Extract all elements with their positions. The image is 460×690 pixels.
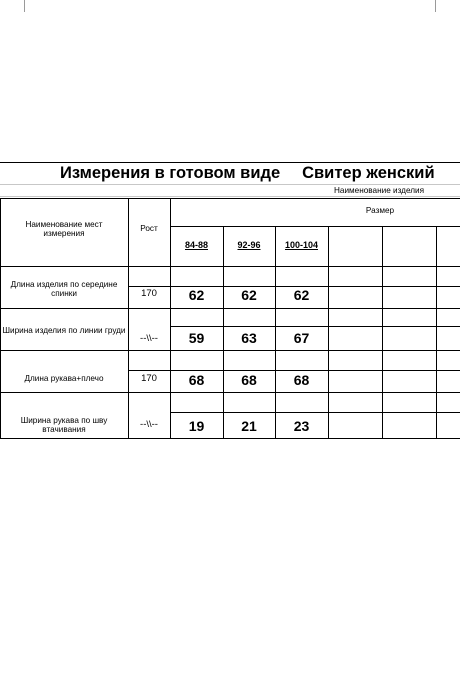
row-value: 67 (293, 330, 310, 346)
title-row-line (0, 184, 460, 185)
title-product: Свитер женский (302, 164, 435, 182)
row-value: 62 (188, 287, 205, 303)
table-left-line (0, 198, 1, 438)
row-height: --\\-- (140, 419, 158, 430)
measurements-sheet (0, 162, 460, 440)
row-value: 68 (241, 372, 257, 388)
name-column-line (128, 198, 129, 438)
size-header-line (170, 226, 460, 227)
table-top-line (0, 198, 460, 199)
row-name: Ширина рукава по шву втачивания (20, 416, 108, 435)
row-name: Ширина изделия по линии груди (2, 326, 126, 335)
header-bottom-line (0, 266, 460, 267)
top-border (0, 162, 460, 163)
row-name: Длина рукава+плечо (24, 374, 104, 383)
row3-bottom-line (0, 392, 460, 393)
row-value: 59 (188, 330, 205, 346)
document-title (60, 164, 435, 183)
product-name-label: Наименование изделия (333, 186, 425, 195)
size-100-104: 100-104 (284, 240, 319, 250)
header-height: Рост (140, 224, 158, 233)
row1-bottom-line (0, 308, 460, 309)
row4-split-line (170, 412, 460, 413)
row-value: 68 (293, 372, 310, 388)
size5-column-line (436, 226, 437, 438)
row-value: 19 (188, 418, 205, 434)
scan-corner-mark-left (0, 0, 25, 12)
row-value: 68 (188, 372, 205, 388)
table-bottom-line (0, 438, 460, 439)
size3-column-line (328, 226, 329, 438)
label-row-line (0, 196, 460, 197)
row-name: Длина изделия по середине спинки (10, 280, 118, 299)
row-value: 62 (241, 287, 257, 303)
row2-bottom-line (0, 350, 460, 351)
row-value: 23 (293, 418, 310, 434)
row2-split-line (170, 326, 460, 327)
row-height: 170 (141, 373, 157, 384)
header-size: Размер (365, 206, 395, 215)
row-height: --\\-- (140, 333, 158, 344)
size-84-88: 84-88 (184, 240, 209, 250)
size-92-96: 92-96 (237, 240, 261, 250)
row-value: 21 (241, 418, 257, 434)
header-measure-place: Наименование мест измерения (25, 220, 103, 239)
height-column-line (170, 198, 171, 438)
row3-split-line (128, 370, 460, 371)
row-value: 63 (241, 330, 257, 346)
title-measurements: Измерения в готовом виде (60, 164, 281, 182)
scan-corner-mark-right (435, 0, 460, 12)
row-height: 170 (141, 288, 157, 299)
row-value: 62 (293, 287, 310, 303)
size4-column-line (382, 226, 383, 438)
